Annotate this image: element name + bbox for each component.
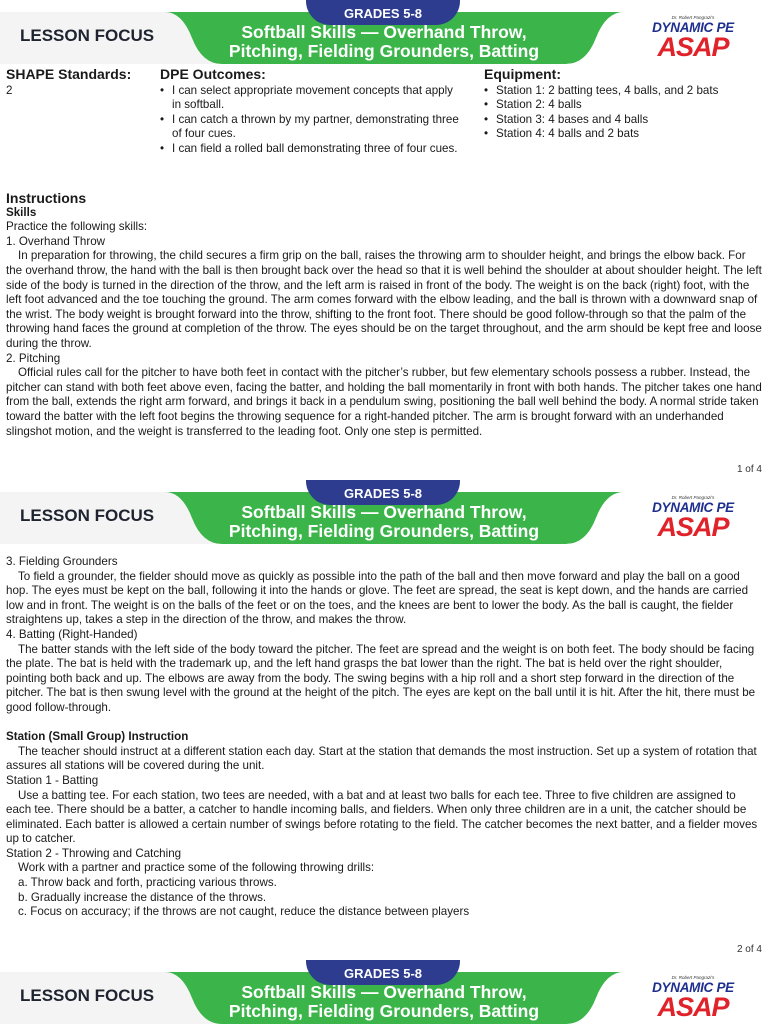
overhand-throw-heading: 1. Overhand Throw	[6, 234, 106, 248]
page-number: 1 of 4	[736, 464, 762, 475]
page-3	[0, 960, 768, 1024]
lesson-focus-label: LESSON FOCUS	[20, 26, 155, 45]
equipment-list	[484, 84, 764, 142]
header-shape	[0, 960, 768, 1024]
equipment	[484, 67, 764, 142]
equipment-heading: Equipment:	[484, 66, 561, 82]
list-item: b. Gradually increase the distance of the throws.	[18, 890, 267, 904]
header-shape	[0, 0, 768, 64]
lesson-title: Softball Skills — Overhand Throw, Pitching, Fielding Grounders, Batting	[228, 22, 540, 61]
batting-text: The batter stands with the left side of the body toward the pitcher. The feet are spread and the weight is on both feet. The body should be facing the plate. The bat is held with the trademark up, and the left hand grasps the bat lower than the right. The bat is held over the right shoulder, pointing both back and up. The elbows are away from the body. The swing begins with a hip roll and a short step forward in the direction of the pitcher. The bat is then swung level with the ground at the height of the pitch. The eyes are kept on the ball until it is hit. After the hit, there must be good follow-through.	[6, 642, 756, 714]
station-instruction-text: The teacher should instruct at a different station each day. Start at the station that demands the most instruction. Set up a system of rotation that assures all stations will be covered during the unit.	[6, 744, 757, 773]
dpe-outcomes	[160, 67, 460, 157]
instructions-heading: Instructions	[6, 190, 87, 206]
dpe-outcomes-list	[160, 84, 460, 157]
list-item: • I can catch a thrown by my partner, demonstrating three of four cues.	[160, 113, 460, 142]
lesson-focus-label: LESSON FOCUS	[20, 986, 155, 1005]
list-item: • Station 1: 2 batting tees, 4 balls, and 2 bats	[484, 84, 764, 99]
list-item: • I can select appropriate movement concepts that apply in softball.	[160, 84, 460, 113]
list-item: • Station 3: 4 bases and 4 balls	[484, 113, 764, 128]
skills-heading: Skills	[6, 205, 37, 219]
dpe-outcomes-heading: DPE Outcomes:	[160, 66, 266, 82]
grades-badge: GRADES 5-8	[306, 480, 460, 505]
station-2-intro: Work with a partner and practice some of the following throwing drills:	[18, 861, 375, 875]
dynamic-pe-asap-logo: Dr. Robert Pangrazi's DYNAMIC PE ASAP	[652, 495, 734, 542]
shape-standards-heading: SHAPE Standards:	[6, 66, 132, 82]
station-instruction-heading: Station (Small Group) Instruction	[6, 730, 189, 744]
list-item: c. Focus on accuracy; if the throws are not caught, reduce the distance between players	[18, 905, 470, 919]
lesson-focus-label: LESSON FOCUS	[20, 506, 155, 525]
fielding-heading: 3. Fielding Grounders	[6, 555, 118, 568]
list-item: • I can field a rolled ball demonstrating three of four cues.	[160, 142, 460, 157]
pitching-heading: 2. Pitching	[6, 351, 61, 365]
batting-heading: 4. Batting (Right-Handed)	[6, 627, 138, 641]
page-2	[0, 480, 768, 960]
list-item: • Station 2: 4 balls	[484, 98, 764, 113]
lesson-title: Softball Skills — Overhand Throw, Pitching, Fielding Grounders, Batting	[228, 982, 540, 1021]
grades-badge: GRADES 5-8	[306, 960, 460, 985]
dynamic-pe-asap-logo: Dr. Robert Pangrazi's DYNAMIC PE ASAP	[652, 975, 734, 1022]
fielding-text: To field a grounder, the fielder should move as quickly as possible into the path of the ball and then move forward and play the ball on a good hop. The eyes must be kept on the ball, following it into the hands or glove. The feet are spread, the seat is kept down, and the hands are carried low and in front. The weight is on the balls of the feet or on the toes, and the knees are bent to lower the body. As the ball is caught, the fielder straightens up, takes a step in the direction of the throw, and makes the throw.	[6, 569, 749, 627]
station-1-heading: Station 1 - Batting	[6, 773, 99, 787]
practice-line: Practice the following skills:	[6, 220, 148, 234]
list-item: a. Throw back and forth, practicing various throws.	[18, 876, 277, 890]
station-2-heading: Station 2 - Throwing and Catching	[6, 846, 182, 860]
grades-badge: GRADES 5-8	[306, 0, 460, 25]
header-shape	[0, 480, 768, 544]
page-number: 2 of 4	[736, 944, 762, 955]
dynamic-pe-asap-logo: Dr. Robert Pangrazi's DYNAMIC PE ASAP	[652, 15, 734, 62]
station-1-text: Use a batting tee. For each station, two tees are needed, with a bat and at least two balls for each tee. Three to five children are assigned to each tee. There should be a batter, a catcher to handle incoming balls, and fielders. When only three children are in a unit, the catcher should be eliminated. Each batter is allowed a certain number of swings before rotating to the field. The catcher becomes the next batter, and a fielder moves up to catcher.	[6, 788, 758, 846]
list-item: • Station 4: 4 balls and 2 bats	[484, 127, 764, 142]
instructions	[6, 191, 763, 439]
pitching-text: Official rules call for the pitcher to have both feet in contact with the pitcher’s rubber, but few elementary schools possess a rubber. Instead, the pitcher can stand with both feet above even, facing the batter, and holding the ball momentarily in front with both hands. The pitcher takes one hand from the ball, extends the right arm forward, and brings it back in a pendulum swing, positioning the ball well behind the body. A normal stride taken toward the batter with the left foot begins the throwing sequence for a right-handed pitcher. The arm is brought forward with an underhanded slingshot motion, and the weight is transferred to the leading foot. Only one step is permitted.	[6, 366, 762, 438]
page-1	[0, 0, 768, 480]
lesson-title: Softball Skills — Overhand Throw, Pitching, Fielding Grounders, Batting	[228, 502, 540, 541]
page-2-body	[6, 555, 763, 920]
overhand-throw-text: In preparation for throwing, the child secures a firm grip on the ball, raises the throwing arm to shoulder height, and brings the elbow back. For the overhand throw, the hand with the ball is then brought back over the head so that it is well behind the shoulder at about shoulder height. The left side of the body is turned in the direction of the throw, and the left arm is raised in front of the body. The weight is on the back (right) foot, with the left foot advanced and the toe touching the ground. The arm comes forward with the elbow leading, and the ball is thrown with a downward snap of the wrist. The body weight is brought forward into the throw, shifting to the front foot. There should be good follow-through so that the palm of the throwing hand faces the ground at completion of the throw. The eyes should be on the target throughout, and the arm should be kept free and loose during the throw.	[6, 249, 762, 350]
shape-standards	[6, 67, 156, 98]
shape-standards-value: 2	[6, 83, 13, 97]
